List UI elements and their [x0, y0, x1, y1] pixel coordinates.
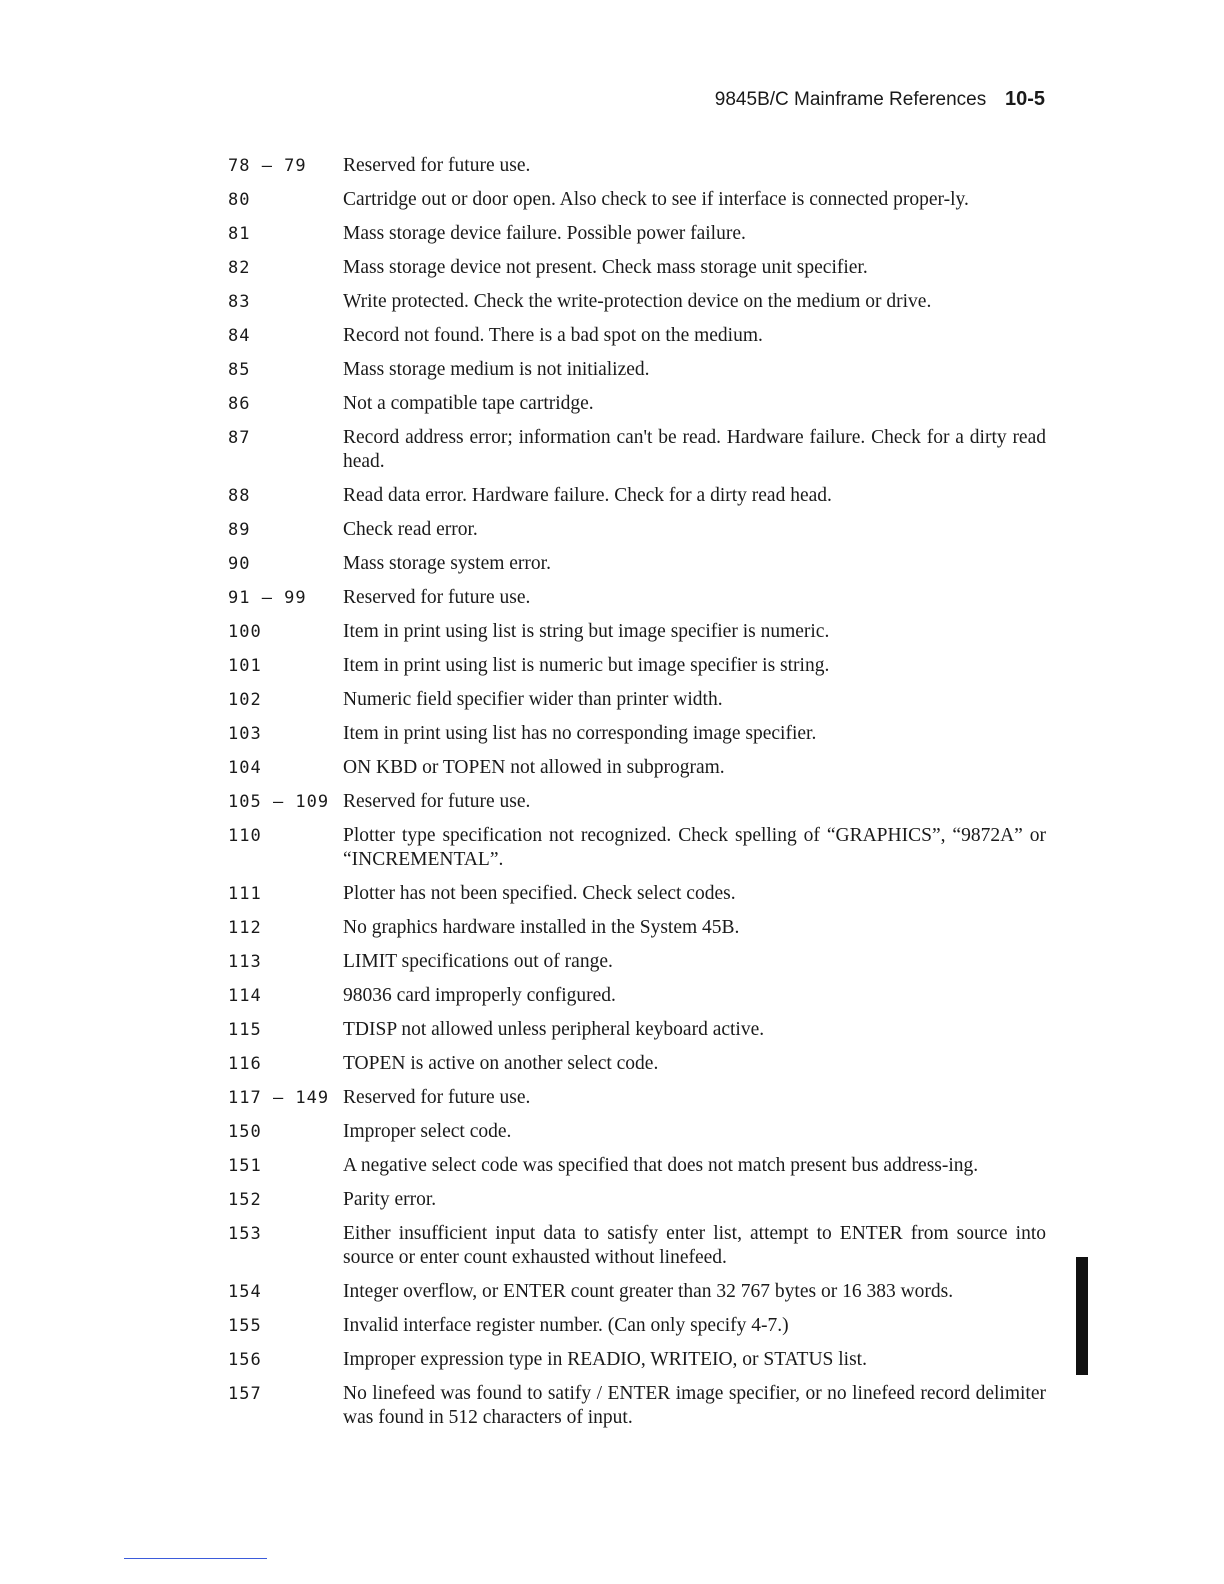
- error-code: 84: [228, 326, 251, 346]
- error-code: 91 – 99: [228, 588, 307, 608]
- error-code: 153: [228, 1224, 262, 1244]
- error-code: 89: [228, 520, 251, 540]
- error-code: 80: [228, 190, 251, 210]
- error-description: No linefeed was found to satify / ENTER image specifier, or no linefeed record delimiter was found in 512 characters of input.: [343, 1383, 1046, 1428]
- error-row: [228, 484, 1046, 508]
- error-code: 85: [228, 360, 251, 380]
- error-row: [228, 222, 1046, 246]
- error-description: Item in print using list is string but image specifier is numeric.: [343, 621, 830, 642]
- error-row: [228, 790, 1046, 814]
- error-code: 87: [228, 428, 251, 448]
- error-row: [228, 984, 1046, 1008]
- error-description: Write protected. Check the write-protection device on the medium or drive.: [343, 291, 932, 312]
- error-row: [228, 1280, 1046, 1304]
- error-code: 157: [228, 1384, 262, 1404]
- error-row: [228, 188, 1046, 212]
- error-row: [228, 1348, 1046, 1372]
- error-code: 115: [228, 1020, 262, 1040]
- error-row: [228, 688, 1046, 712]
- error-code: 110: [228, 826, 262, 846]
- error-row: [228, 882, 1046, 906]
- error-description: Invalid interface register number. (Can only specify 4-7.): [343, 1315, 789, 1336]
- error-description: Mass storage system error.: [343, 553, 551, 574]
- error-description: TOPEN is active on another select code.: [343, 1053, 659, 1074]
- error-description: Plotter has not been specified. Check select codes.: [343, 883, 736, 904]
- error-row: [228, 1154, 1046, 1178]
- error-description: Improper select code.: [343, 1121, 512, 1142]
- error-row: [228, 1018, 1046, 1042]
- error-code: 82: [228, 258, 251, 278]
- error-description: 98036 card improperly configured.: [343, 985, 616, 1006]
- error-code: 102: [228, 690, 262, 710]
- error-description: Mass storage medium is not initialized.: [343, 359, 650, 380]
- error-code: 83: [228, 292, 251, 312]
- error-description: ON KBD or TOPEN not allowed in subprogram.: [343, 757, 725, 778]
- error-code: 155: [228, 1316, 262, 1336]
- error-row: [228, 290, 1046, 314]
- error-code: 105 – 109: [228, 792, 330, 812]
- error-description: LIMIT specifications out of range.: [343, 951, 613, 972]
- error-description: Item in print using list is numeric but image specifier is string.: [343, 655, 830, 676]
- error-description: Mass storage device not present. Check mass storage unit specifier.: [343, 257, 868, 278]
- error-row: [228, 1086, 1046, 1110]
- error-description: Numeric field specifier wider than printer width.: [343, 689, 723, 710]
- error-row: [228, 552, 1046, 576]
- error-row: [228, 950, 1046, 974]
- error-description: TDISP not allowed unless peripheral keyboard active.: [343, 1019, 765, 1040]
- footer-rule: [124, 1558, 267, 1559]
- error-row: [228, 1382, 1046, 1430]
- error-code: 103: [228, 724, 262, 744]
- error-row: [228, 1188, 1046, 1212]
- running-header-title: 9845B/C Mainframe References: [714, 89, 987, 110]
- error-description: Item in print using list has no corresponding image specifier.: [343, 723, 817, 744]
- error-code-list: [228, 154, 1046, 1440]
- error-description: Mass storage device failure. Possible power failure.: [343, 223, 746, 244]
- error-description: Integer overflow, or ENTER count greater than 32 767 bytes or 16 383 words.: [343, 1281, 954, 1302]
- error-code: 101: [228, 656, 262, 676]
- error-description: Improper expression type in READIO, WRITEIO, or STATUS list.: [343, 1349, 867, 1370]
- error-description: Reserved for future use.: [343, 791, 531, 812]
- error-row: [228, 654, 1046, 678]
- error-row: [228, 518, 1046, 542]
- error-code: 151: [228, 1156, 262, 1176]
- error-description: No graphics hardware installed in the System 45B.: [343, 917, 740, 938]
- error-description: Reserved for future use.: [343, 587, 531, 608]
- page-header: [715, 88, 1045, 111]
- error-description: A negative select code was specified that does not match present bus address-ing.: [343, 1155, 979, 1176]
- error-row: [228, 358, 1046, 382]
- error-row: [228, 722, 1046, 746]
- error-code: 111: [228, 884, 262, 904]
- error-code: 156: [228, 1350, 262, 1370]
- error-code: 116: [228, 1054, 262, 1074]
- error-description: Check read error.: [343, 519, 478, 540]
- error-row: [228, 620, 1046, 644]
- error-row: [228, 824, 1046, 872]
- error-row: [228, 1120, 1046, 1144]
- error-row: [228, 916, 1046, 940]
- error-code: 104: [228, 758, 262, 778]
- error-description: Reserved for future use.: [343, 155, 531, 176]
- error-code: 113: [228, 952, 262, 972]
- error-row: [228, 1222, 1046, 1270]
- page-number: 10-5: [1004, 88, 1045, 110]
- error-code: 117 – 149: [228, 1088, 330, 1108]
- error-row: [228, 324, 1046, 348]
- error-row: [228, 1052, 1046, 1076]
- error-code: 78 – 79: [228, 156, 307, 176]
- error-description: Cartridge out or door open. Also check to see if interface is connected proper-ly.: [343, 189, 969, 210]
- error-description: Read data error. Hardware failure. Check for a dirty read head.: [343, 485, 832, 506]
- error-code: 90: [228, 554, 251, 574]
- error-description: Either insufficient input data to satisfy enter list, attempt to ENTER from source into source or enter count exhausted without linefeed.: [343, 1223, 1046, 1268]
- error-row: [228, 426, 1046, 474]
- error-code: 81: [228, 224, 251, 244]
- error-code: 150: [228, 1122, 262, 1142]
- error-code: 154: [228, 1282, 262, 1302]
- error-code: 112: [228, 918, 262, 938]
- error-description: Parity error.: [343, 1189, 437, 1210]
- error-row: [228, 756, 1046, 780]
- error-description: Record not found. There is a bad spot on the medium.: [343, 325, 763, 346]
- error-row: [228, 586, 1046, 610]
- error-code: 100: [228, 622, 262, 642]
- error-description: Record address error; information can't be read. Hardware failure. Check for a dirty read head.: [343, 427, 1046, 472]
- error-code: 86: [228, 394, 251, 414]
- error-description: Not a compatible tape cartridge.: [343, 393, 594, 414]
- error-row: [228, 256, 1046, 280]
- error-description: Plotter type specification not recognized. Check spelling of “GRAPHICS”, “9872A” or “INCREMENTAL”.: [343, 825, 1046, 870]
- error-row: [228, 154, 1046, 178]
- error-description: Reserved for future use.: [343, 1087, 531, 1108]
- error-code: 88: [228, 486, 251, 506]
- error-row: [228, 1314, 1046, 1338]
- revision-change-bar: [1076, 1257, 1088, 1375]
- error-row: [228, 392, 1046, 416]
- error-code: 114: [228, 986, 262, 1006]
- error-code: 152: [228, 1190, 262, 1210]
